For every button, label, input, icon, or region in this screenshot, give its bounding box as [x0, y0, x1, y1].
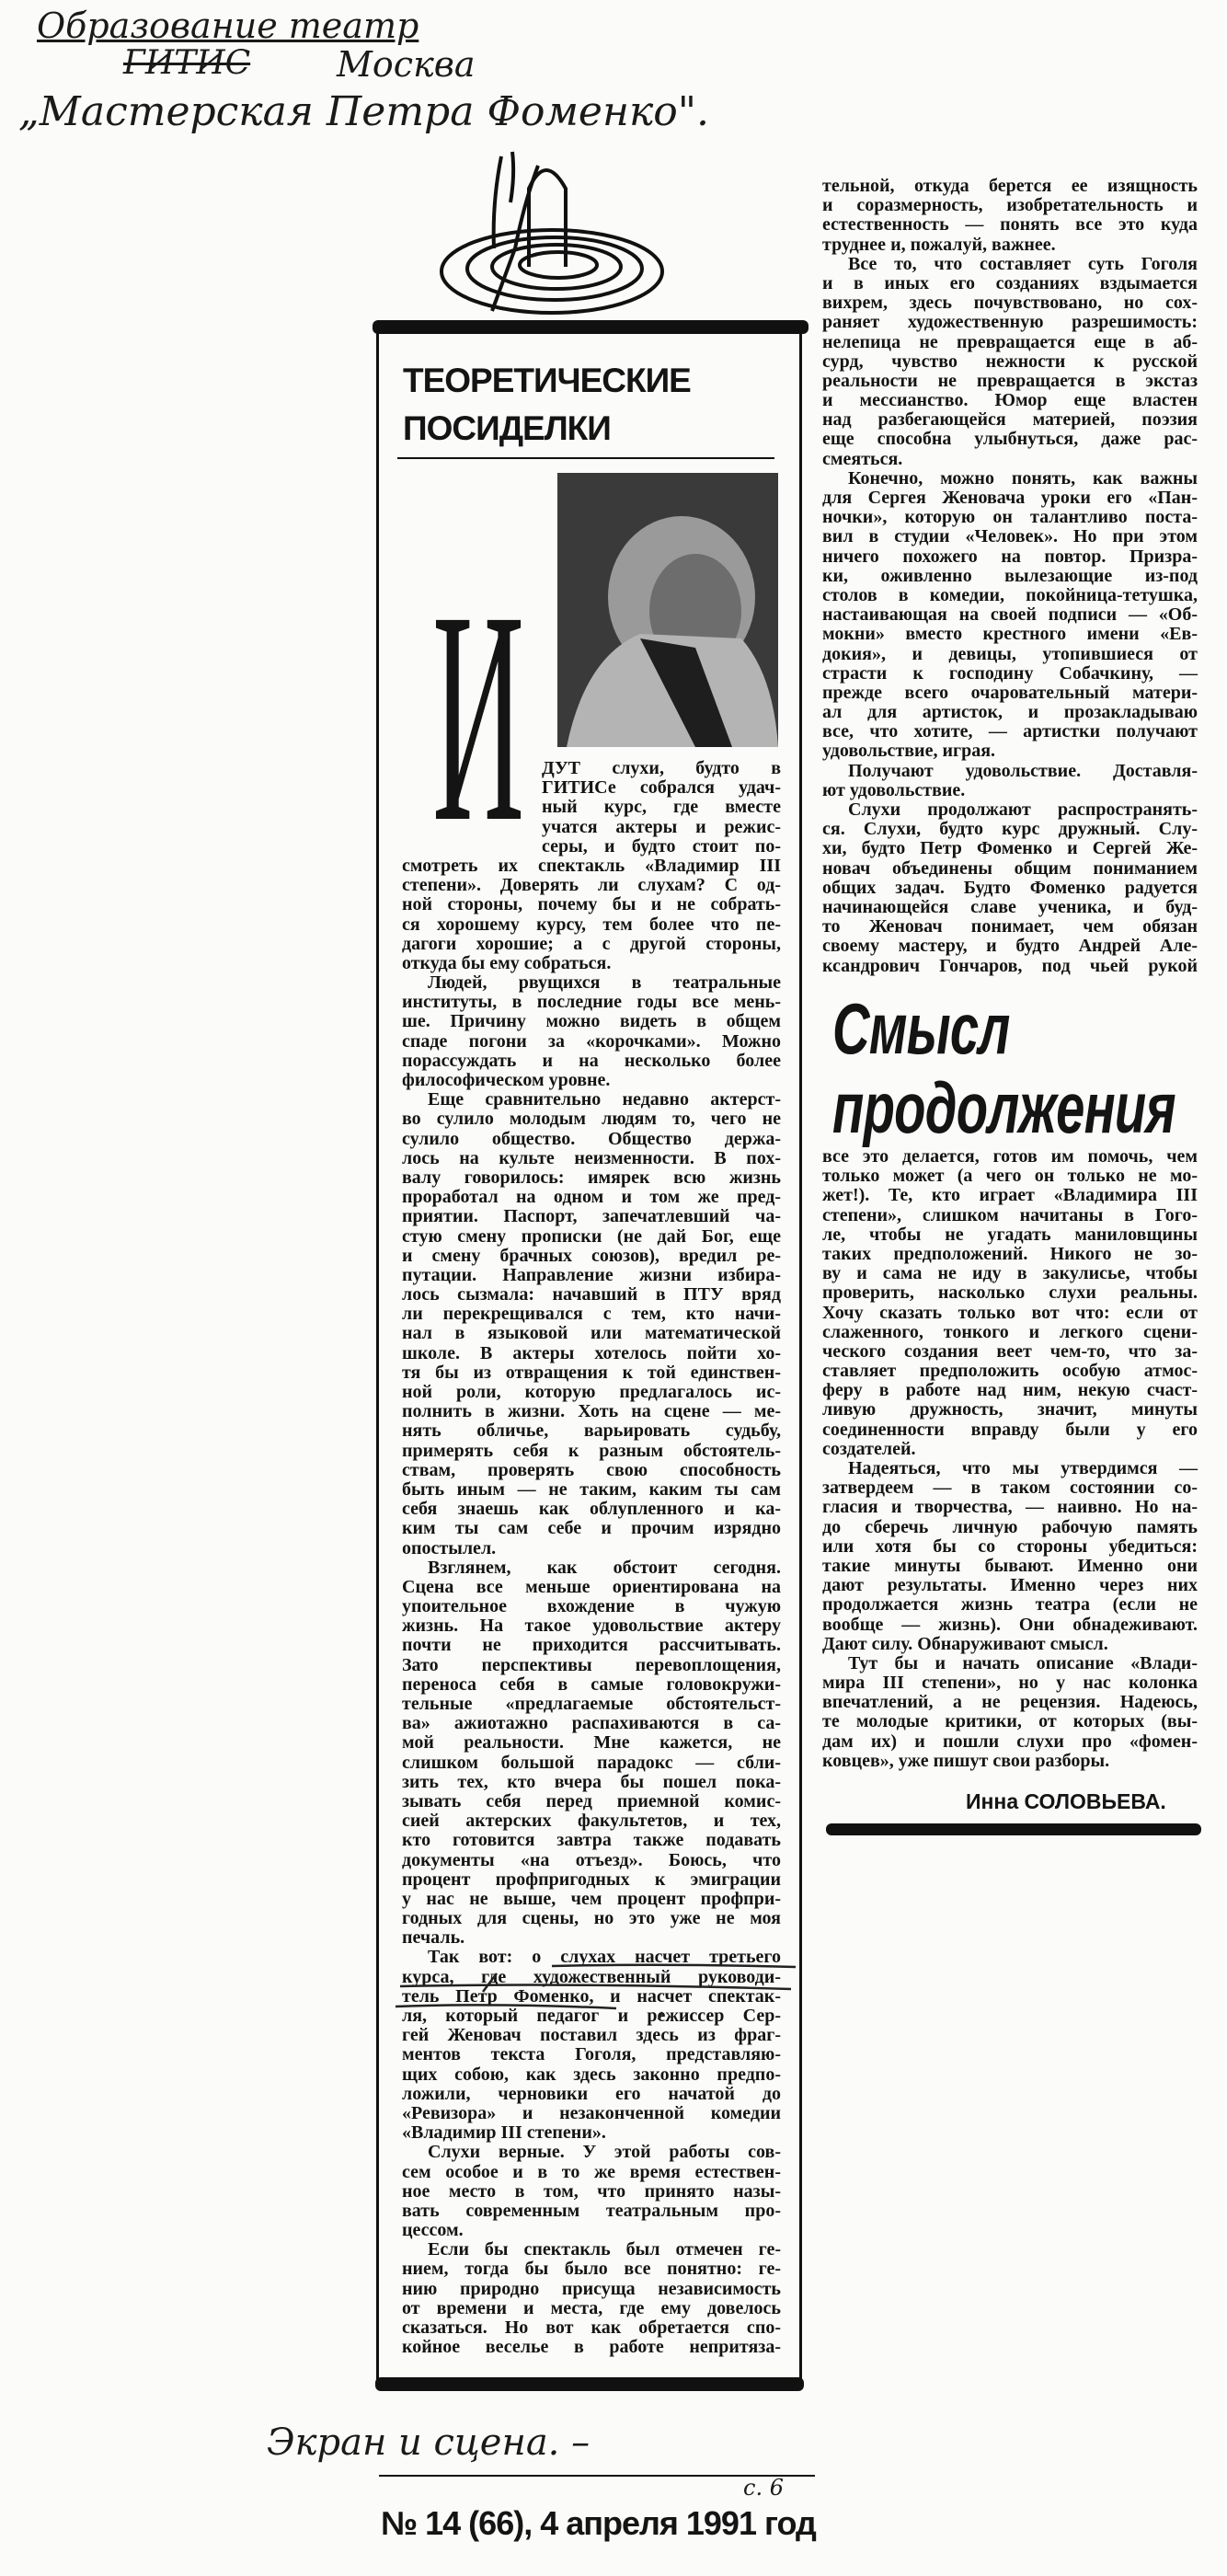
- rubric-underline: [397, 457, 774, 459]
- text-line: у нас не выше, чем процент профпри-: [402, 1888, 781, 1909]
- rubric-logo-icon: [428, 147, 676, 317]
- text-line: ле, чтобы не угадать маниловщины: [822, 1224, 1198, 1245]
- text-line: школе. В актеры хотелось пойти хо-: [402, 1342, 781, 1363]
- text-line: философическом уровне.: [402, 1070, 611, 1090]
- text-line: переноса себя в самые головокружи-: [402, 1673, 781, 1695]
- text-line: слишком большой парадокс — сбли-: [402, 1752, 781, 1773]
- text-line: и соразмерность, изобретательность и: [822, 195, 1198, 216]
- text-line: сказаться. Но вот как обретается спо-: [402, 2317, 781, 2338]
- text-line: общих задач. Будто Фоменко радуется: [822, 877, 1198, 898]
- text-line: нием, тогда бы было все понятно: ге-: [402, 2259, 781, 2280]
- text-line: удовольствие, играя.: [822, 741, 996, 762]
- text-line: ной стороны, почему бы и не собрать-: [402, 894, 781, 915]
- text-line: годных для сцены, но это уже не моя: [402, 1908, 781, 1929]
- handwritten-institute: [123, 44, 250, 82]
- text-line: ют удовольствие.: [822, 779, 966, 800]
- text-line: степени», слишком начитаны в Гого-: [822, 1204, 1198, 1225]
- paragraph: [822, 469, 1198, 762]
- article-right-column-top: [822, 177, 1198, 976]
- text-line: естественность — понять все это куда: [822, 214, 1198, 236]
- text-line: институты, в последние годы все мень-: [402, 992, 781, 1013]
- text-line: от времени и места, где ему довелось: [402, 2297, 781, 2318]
- text-line: феру в работе над ним, некую счаст-: [822, 1380, 1198, 1401]
- text-line: Дают силу. Обнаруживают смысл.: [822, 1633, 1108, 1654]
- article-right-column-bottom: [822, 1147, 1198, 1771]
- text-line: еще способна улыбнуться, даже рас-: [822, 429, 1198, 450]
- text-line: цессом.: [402, 2220, 464, 2241]
- paragraph: [822, 177, 1198, 255]
- text-line: смеяться.: [822, 448, 903, 469]
- text-line: нал в языковой или математической: [402, 1323, 781, 1344]
- text-line: ковцев», уже пишут свои разборы.: [822, 1750, 1110, 1771]
- text-line: почти не приходится рассчитывать.: [402, 1635, 781, 1656]
- paragraph: [822, 1147, 1198, 1459]
- article-headline: Смысл продолжения: [832, 988, 1175, 1148]
- left-border: [376, 331, 379, 2385]
- text-line: затвердеем — в таком состоянии со-: [822, 1478, 1198, 1499]
- text-line: Слухи верные. У этой работы сов-: [428, 2142, 781, 2163]
- text-line: Еще сравнительно недавно актерст-: [428, 1089, 781, 1110]
- text-line: ментов текста Гоголя, представляю-: [402, 2044, 781, 2065]
- issue-date: № 14 (66), 4 апреля 1991 год: [381, 2504, 816, 2542]
- text-line: тельные «предлагаемые обстоятельст-: [402, 1694, 781, 1714]
- text-line: ся. Слухи, будто курс дружный. Слу-: [822, 819, 1198, 840]
- text-line: то Женовач понимает, чем обязан: [822, 916, 1198, 937]
- text-line: печаль.: [402, 1927, 465, 1949]
- paragraph: [402, 973, 781, 1090]
- text-line: лось сызмала: начавший в ПТУ вряд: [402, 1284, 781, 1305]
- text-line: кто готовится завтра также подавать: [402, 1830, 781, 1851]
- text-line: упоительное вхождение в чужую: [402, 1596, 781, 1617]
- handwritten-page: с. 6: [743, 2475, 784, 2501]
- handwritten-title: „Мастерская Петра Фоменко".: [18, 88, 709, 135]
- text-line: валу говорилось: имярек всю жизнь: [402, 1167, 781, 1188]
- text-line: Людей, рвущихся в театральные: [428, 972, 781, 994]
- text-line: ничего похожего на повтор. Призра-: [822, 546, 1198, 567]
- text-line: до сберечь личную рабочую память: [822, 1516, 1198, 1537]
- text-line: лось на культе неизменности. В пох-: [402, 1147, 781, 1168]
- text-line: гей Женовач поставил здесь из фраг-: [402, 2025, 781, 2046]
- text-line: хи, будто Петр Фоменко и Сергей Же-: [822, 838, 1198, 859]
- text-line: проверить, насколько слухи реальны.: [822, 1282, 1198, 1304]
- text-line: сурд, чувство нежности к русской: [822, 351, 1198, 372]
- text-line: сией актерских факультетов, и тех,: [402, 1811, 781, 1832]
- text-line: ный курс, где вместе: [542, 797, 781, 818]
- text-line: вихрем, здесь почувствовано, но сох-: [822, 293, 1198, 314]
- text-line: продолжается жизнь театра (если не: [822, 1594, 1198, 1616]
- text-line: быть иным — не таким, каким ты сам: [402, 1478, 781, 1500]
- text-line: Сцена все меньше ориентирована на: [402, 1576, 781, 1597]
- text-line: Надеяться, что мы утвердимся —: [848, 1458, 1198, 1478]
- paragraph: [822, 1459, 1198, 1654]
- text-line: порассуждать и на несколько более: [402, 1050, 781, 1071]
- text-line: новач объединены общим пониманием: [822, 857, 1198, 879]
- text-line: для Сергея Женовача уроки его «Пан-: [822, 488, 1198, 508]
- text-line: путации. Направление жизни избира-: [402, 1264, 781, 1285]
- text-line: ГИТИСе собрался удач-: [542, 777, 781, 799]
- bottom-rule: [375, 2377, 804, 2391]
- text-line: Конечно, можно понять, как важны: [848, 467, 1198, 489]
- text-line: «Ревизора» и незаконченной комедии: [402, 2102, 781, 2123]
- text-line: Зато перспективы перевоплощения,: [402, 1654, 781, 1675]
- text-line: ливую дружность, значит, минуты: [822, 1399, 1198, 1420]
- paragraph: [822, 800, 1198, 976]
- text-line: приятии. Паспорт, запечатлевший ча-: [402, 1206, 781, 1227]
- text-line: прежде всего очаровательный матери-: [822, 682, 1198, 703]
- text-line: документы «на отъезд». Боюсь, что: [402, 1849, 781, 1870]
- text-line: слаженного, тонкого и легкого сцени-: [822, 1321, 1198, 1342]
- text-line: те молодые критики, от которых (вы-: [822, 1711, 1198, 1732]
- text-line: гласия и творчества, — наивно. Но на-: [822, 1497, 1198, 1518]
- text-line: ное место в том, что принято назы-: [402, 2180, 781, 2202]
- paragraph: [822, 255, 1198, 469]
- text-line: ложили, черновики его начатой до: [402, 2083, 781, 2104]
- text-line: и в иных его созданиях вздымается: [822, 272, 1198, 293]
- text-line: ствам, проверять свою способность: [402, 1459, 781, 1480]
- text-line: ля, который педагог и режиссер Сер-: [402, 2006, 781, 2026]
- text-line: курса, где художественный руководи-: [402, 1966, 781, 1987]
- text-line: ки, оживленно вылезающие из-под: [822, 565, 1198, 586]
- text-line: мокни» вместо крестного имени «Ев-: [822, 624, 1198, 645]
- text-line: только может (а чего он только не мо-: [822, 1166, 1198, 1187]
- text-line: тя бы из отвращения к той единствен-: [402, 1362, 781, 1383]
- text-line: спаде погони за «корочками». Можно: [402, 1030, 781, 1052]
- text-line: смотреть их спектакль «Владимир III: [402, 855, 781, 876]
- text-line: жет!). Те, кто играет «Владимира III: [822, 1185, 1198, 1206]
- text-line: труднее и, пожалуй, важнее.: [822, 234, 1056, 255]
- text-line: тельной, откуда берется ее изящность: [822, 176, 1198, 196]
- text-line: Хочу сказать только вот что: если от: [822, 1302, 1198, 1323]
- right-bottom-rule: [826, 1823, 1201, 1835]
- text-line: зить тех, кто вчера бы пошел пока-: [402, 1771, 781, 1792]
- text-line: своему мастеру, и будто Андрей Але-: [822, 936, 1198, 957]
- text-line: над разбегающейся материей, поэзия: [822, 409, 1198, 431]
- paragraph: [402, 1558, 781, 1949]
- text-line: такие минуты бывают. Именно они: [822, 1555, 1198, 1576]
- text-line: страсти к господину Собачкину, —: [822, 662, 1198, 684]
- handwritten-category: Образование театр: [37, 6, 419, 46]
- text-line: Все то, что составляет суть Гоголя: [848, 253, 1198, 274]
- text-line: сулило общество. Общество держа-: [402, 1128, 781, 1149]
- text-line: нять обличье, варьировать судьбу,: [402, 1420, 781, 1442]
- text-line: соединенности вправду были у его: [822, 1419, 1198, 1440]
- text-line: ал для артисток, и прозакладываю: [822, 702, 1198, 723]
- handwritten-source: Экран и сцена. –: [267, 2421, 591, 2464]
- text-line: столов в комедии, покойница-тетушка,: [822, 584, 1198, 605]
- text-line: Взглянем, как обстоит сегодня.: [428, 1557, 781, 1578]
- text-line: степени». Доверять ли слухам? С од-: [402, 875, 781, 896]
- text-line: все, что хотите, — артистки получают: [822, 721, 1198, 742]
- paragraph: [402, 2240, 781, 2357]
- text-line: жизнь. На такое удовольствие актеру: [402, 1616, 781, 1637]
- rubric-title: ТЕОРЕТИЧЕСКИЕ ПОСИДЕЛКИ: [403, 362, 691, 447]
- author-signature: Инна СОЛОВЬЕВА.: [966, 1789, 1166, 1813]
- text-line: раняет художественную разрешимость:: [822, 312, 1198, 333]
- text-line: дагоги хорошие; а с другой стороны,: [402, 933, 781, 954]
- text-line: ву и сама не иду в закулисье, чтобы: [822, 1263, 1198, 1284]
- text-line: себя знаешь как облупленного и ка-: [402, 1499, 781, 1520]
- text-line: примерять себя к разным обстоятель-: [402, 1440, 781, 1461]
- drop-cap: И: [432, 549, 525, 885]
- text-line: сем особое и в то же время естествен-: [402, 2161, 781, 2182]
- text-line: мой реальности. Мне кажется, не: [402, 1732, 781, 1754]
- text-line: Слухи продолжают распространять-: [848, 799, 1198, 820]
- text-line: откуда бы ему собраться.: [402, 952, 612, 973]
- text-line: нелепица не превращается еще в аб-: [822, 331, 1198, 352]
- article-left-column: [402, 759, 781, 2357]
- text-line: таких предположений. Никого не зо-: [822, 1243, 1198, 1264]
- text-line: процент профпригодных к эмиграции: [402, 1869, 781, 1890]
- text-line: стую смену прописки (не дай Бог, еще: [402, 1225, 781, 1247]
- text-line: нию природно присуща независимость: [402, 2278, 781, 2299]
- paragraph: [822, 762, 1198, 800]
- text-line: Если бы спектакль был отмечен ге-: [428, 2239, 781, 2260]
- text-line: Тут бы и начать описание «Влади-: [848, 1652, 1198, 1673]
- text-line: и смену брачных союзов), вредил ре-: [402, 1245, 781, 1266]
- text-line: зывать себя перед приемной комис-: [402, 1790, 781, 1811]
- text-line: или хотя бы со стороны убедиться:: [822, 1535, 1198, 1557]
- text-line: ли перекрещивался с тем, кто начи-: [402, 1304, 781, 1325]
- text-line: ксандрович Гончаров, под чьей рукой: [822, 955, 1198, 976]
- column-divider: [799, 331, 802, 2379]
- text-line: дам их) и пошли слухи про «фомен-: [822, 1731, 1198, 1752]
- text-line: «Владимир III степени».: [402, 2122, 606, 2144]
- text-line: опостылел.: [402, 1537, 497, 1558]
- text-line: ше. Причину можно видеть в общем: [402, 1011, 781, 1032]
- text-line: начинающейся славе ученика, и буд-: [822, 896, 1198, 917]
- paragraph: [402, 2143, 781, 2240]
- pen-underline-marks: [386, 1955, 800, 2019]
- text-line: вообще — жизнь). Они обнадеживают.: [822, 1614, 1198, 1635]
- text-line: ДУТ слухи, будто в: [542, 758, 781, 778]
- handwritten-struck-gitis: ГИТИС: [123, 44, 251, 82]
- text-line: проработал на одном и том же пред-: [402, 1187, 781, 1208]
- text-line: ва» ажиотажно распахиваются в са-: [402, 1713, 781, 1734]
- text-line: настаивающая на своей подписи — «Об-: [822, 604, 1198, 626]
- text-line: учатся актеры и режис-: [542, 816, 781, 837]
- text-line: щих собою, как здесь законно предпо-: [402, 2064, 781, 2085]
- text-line: докия», и девицы, утопившиеся от: [822, 643, 1198, 664]
- paragraph: [822, 1654, 1198, 1771]
- text-line: мира III степени», но у нас колонка: [822, 1673, 1198, 1694]
- text-line: ночки», которую он талантливо поста-: [822, 507, 1198, 528]
- paragraph: [402, 759, 781, 973]
- text-line: ческого создания веет чем-то, что за-: [822, 1340, 1198, 1362]
- text-line: ким ты сам себе и прочим изрядно: [402, 1518, 781, 1539]
- paragraph: [402, 1090, 781, 1558]
- text-line: тель Петр Фоменко, и насчет спектак-: [402, 1985, 781, 2007]
- text-line: Получают удовольствие. Доставля-: [848, 760, 1198, 781]
- text-line: создателей.: [822, 1438, 916, 1459]
- text-line: и мессианство. Юмор еще властен: [822, 390, 1198, 411]
- author-photo: [557, 473, 778, 747]
- text-line: во сулило молодым людям то, чего не: [402, 1109, 781, 1130]
- text-line: серы, и будто стоит по-: [542, 835, 781, 857]
- text-line: Так вот: о слухах насчет третьего: [428, 1947, 781, 1968]
- text-line: полнить в жизни. Хоть на сцене — ме-: [402, 1401, 781, 1422]
- text-line: койное веселье в работе непритяза-: [402, 2337, 781, 2358]
- text-line: вил в студии «Человек». Но при этом: [822, 526, 1198, 547]
- handwritten-city: Москва: [337, 44, 476, 85]
- text-line: дают результаты. Именно через них: [822, 1575, 1198, 1596]
- text-line: реальности не превращается в экстаз: [822, 370, 1198, 391]
- text-line: все это делается, готов им помочь, чем: [822, 1146, 1198, 1167]
- text-line: вать современным театральным про-: [402, 2200, 781, 2221]
- top-rule: [373, 320, 808, 334]
- text-line: ся хорошему курсу, тем более что пе-: [402, 914, 781, 935]
- text-line: впечатлений, а не рецензия. Надеюсь,: [822, 1692, 1198, 1713]
- text-line: ной роли, которую предлагалось ис-: [402, 1382, 781, 1402]
- text-line: ставляет предположить особую атмос-: [822, 1361, 1198, 1382]
